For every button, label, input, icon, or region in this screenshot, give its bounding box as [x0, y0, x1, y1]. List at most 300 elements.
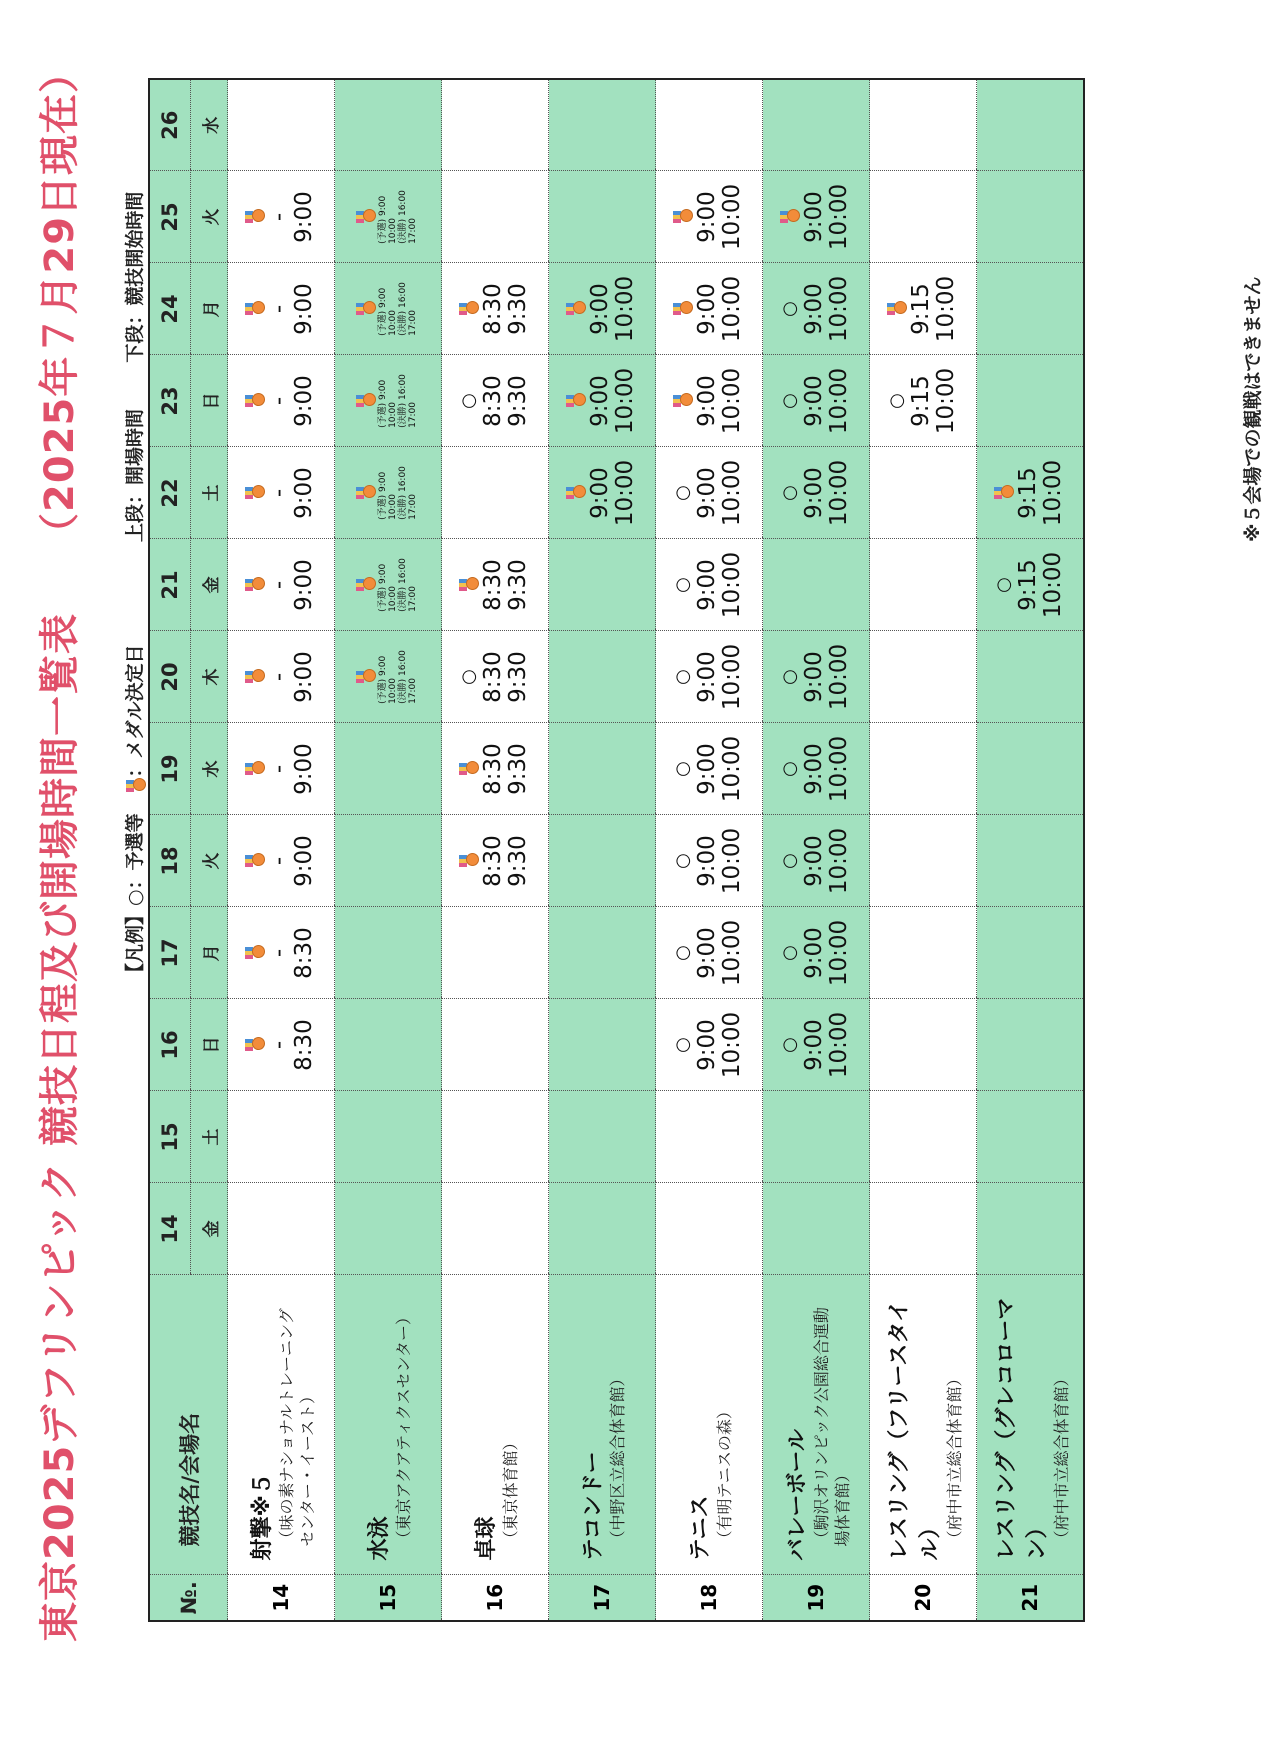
medal-icon [126, 778, 146, 794]
open-time: 9:00 [694, 375, 720, 427]
table-row [549, 79, 656, 1621]
day-date: 23 [149, 355, 191, 447]
swim-time-line: (予選) 9:00 [377, 287, 388, 336]
time-legend-lower: 下段：競技開始時間 [124, 191, 146, 363]
schedule-cell [673, 908, 745, 999]
legend-prefix: 【凡例】 [124, 905, 146, 982]
start-time: 9:30 [505, 651, 531, 703]
medal-icon [356, 393, 376, 409]
day-cell [335, 171, 442, 263]
medal-icon [994, 485, 1014, 501]
empty-cell [442, 907, 549, 999]
page-title [28, 52, 85, 1642]
medal-icon [245, 1037, 265, 1053]
swim-time-line: (決勝) 16:00 [397, 282, 408, 336]
empty-cell [656, 1091, 763, 1183]
start-time: 9:30 [505, 283, 531, 335]
open-time: 9:00 [801, 283, 827, 335]
open-time: - [266, 856, 292, 866]
schedule-cell [356, 448, 421, 539]
day-date: 20 [149, 631, 191, 723]
footnote: ※５会場での観戦はできません [1242, 276, 1264, 542]
empty-cell [549, 723, 656, 815]
empty-cell [442, 171, 549, 263]
start-time: 10:00 [826, 827, 852, 895]
start-time: 10:00 [612, 275, 638, 343]
medal-icon [245, 209, 265, 225]
event-cell [228, 1275, 335, 1575]
venue-name: （府中市立総合体育館） [1051, 1370, 1071, 1547]
swim-time-line: (決勝) 16:00 [397, 650, 408, 704]
open-time: - [266, 580, 292, 590]
event-name: テニス [688, 1495, 713, 1561]
open-time: - [266, 304, 292, 314]
venue-name: （東京アクアティクスセンター） [394, 1309, 413, 1547]
day-weekday: 月 [191, 907, 228, 999]
table-row [335, 79, 442, 1621]
open-time: 9:00 [587, 467, 613, 519]
medal-icon [356, 301, 376, 317]
schedule-cell [780, 1000, 852, 1091]
day-date: 19 [149, 723, 191, 815]
empty-cell [549, 1091, 656, 1183]
open-time: 9:00 [801, 191, 827, 243]
day-cell [228, 447, 335, 539]
swim-time-line: 10:00 [387, 493, 398, 520]
schedule-cell [780, 356, 852, 447]
circle-mark: ○ [779, 669, 800, 685]
empty-cell [977, 1183, 1085, 1275]
venue-name: （有明テニスの森） [715, 1403, 734, 1547]
schedule-cell [566, 356, 638, 447]
circle-mark: ○ [779, 761, 800, 777]
day-cell [763, 355, 870, 447]
open-time: 9:15 [1015, 467, 1041, 519]
empty-cell [656, 79, 763, 171]
circle-mark: ○ [672, 945, 693, 961]
medal-icon [459, 853, 479, 869]
event-name: 水泳 [367, 1516, 392, 1561]
empty-cell [870, 1091, 977, 1183]
event-cell [335, 1275, 442, 1575]
open-time: 9:00 [801, 467, 827, 519]
open-time: 8:30 [480, 743, 506, 795]
start-time: 9:30 [505, 559, 531, 611]
day-cell [656, 723, 763, 815]
start-time: 10:00 [826, 275, 852, 343]
schedule-table [148, 78, 1085, 1622]
schedule-cell [780, 908, 852, 999]
empty-cell [549, 999, 656, 1091]
day-date: 18 [149, 815, 191, 907]
day-cell [442, 631, 549, 723]
open-time: 9:15 [1015, 559, 1041, 611]
day-cell [870, 355, 977, 447]
open-time: - [266, 1040, 292, 1050]
event-cell [549, 1275, 656, 1575]
table-row [977, 79, 1085, 1621]
schedule-cell [673, 724, 745, 815]
swim-times [378, 650, 418, 704]
start-time: 10:00 [719, 183, 745, 251]
start-time: 10:00 [719, 827, 745, 895]
legend-medal: ：メダル決定日 [124, 644, 146, 778]
open-time: 9:00 [801, 743, 827, 795]
empty-cell [335, 907, 442, 999]
start-time: 10:00 [719, 735, 745, 803]
day-cell [763, 999, 870, 1091]
schedule-cell [887, 264, 959, 355]
empty-cell [228, 79, 335, 171]
open-time: 9:00 [694, 743, 720, 795]
day-cell [335, 631, 442, 723]
day-cell [763, 447, 870, 539]
start-time: 10:00 [826, 459, 852, 527]
start-time: 9:30 [505, 375, 531, 427]
medal-icon [566, 485, 586, 501]
open-time: 9:00 [694, 283, 720, 335]
circle-mark: ○ [672, 853, 693, 869]
open-time: 8:30 [480, 375, 506, 427]
event-name: レスリング（フリースタイル） [886, 1300, 943, 1561]
day-cell [335, 447, 442, 539]
schedule-cell [673, 540, 745, 631]
circle-mark: ○ [779, 1037, 800, 1053]
day-date: 25 [149, 171, 191, 263]
day-date: 22 [149, 447, 191, 539]
circle-mark: ○ [672, 761, 693, 777]
day-cell [228, 631, 335, 723]
swim-time-line: (予選) 9:00 [377, 655, 388, 704]
medal-icon [245, 853, 265, 869]
swim-times [378, 282, 418, 336]
medal-icon [459, 301, 479, 317]
day-date: 17 [149, 907, 191, 999]
medal-icon [459, 761, 479, 777]
empty-cell [656, 1183, 763, 1275]
swim-time-line: (決勝) 16:00 [397, 190, 408, 244]
empty-cell [549, 539, 656, 631]
open-time: - [266, 948, 292, 958]
swim-time-line: (予選) 9:00 [377, 471, 388, 520]
schedule-cell [459, 264, 531, 355]
day-cell [549, 355, 656, 447]
day-cell [228, 263, 335, 355]
day-cell [763, 723, 870, 815]
empty-cell [549, 815, 656, 907]
day-weekday: 金 [191, 1183, 228, 1275]
open-time: - [266, 672, 292, 682]
start-time: 10:00 [719, 275, 745, 343]
day-cell [549, 447, 656, 539]
empty-cell [870, 79, 977, 171]
circle-mark: ○ [672, 485, 693, 501]
event-cell [763, 1275, 870, 1575]
empty-cell [763, 79, 870, 171]
schedule-cell [356, 632, 421, 723]
day-weekday: 土 [191, 447, 228, 539]
start-time: 9:00 [291, 283, 317, 335]
swim-time-line: (予選) 9:00 [377, 195, 388, 244]
start-time: 9:30 [505, 743, 531, 795]
event-name: 卓球 [474, 1516, 499, 1561]
medal-icon [887, 301, 907, 317]
start-time: 10:00 [1040, 459, 1066, 527]
day-cell [442, 263, 549, 355]
medal-icon [673, 301, 693, 317]
venue-name: （駒沢オリンピック公園総合運動 場体育館） [811, 1307, 852, 1547]
swim-time-line: (決勝) 16:00 [397, 558, 408, 612]
empty-cell [870, 907, 977, 999]
day-cell [656, 999, 763, 1091]
swim-time-line: 17:00 [407, 585, 418, 612]
medal-icon [566, 301, 586, 317]
open-time: 9:00 [694, 927, 720, 979]
empty-cell [977, 1091, 1085, 1183]
empty-cell [977, 355, 1085, 447]
open-time: 8:30 [480, 559, 506, 611]
empty-cell [335, 79, 442, 171]
schedule-cell [356, 172, 421, 263]
schedule-cell [566, 264, 638, 355]
medal-icon [356, 485, 376, 501]
schedule-cell [780, 264, 852, 355]
open-time: 9:00 [801, 927, 827, 979]
start-time: 9:30 [505, 835, 531, 887]
day-date: 21 [149, 539, 191, 631]
medal-icon [356, 577, 376, 593]
circle-mark: ○ [779, 301, 800, 317]
table-row [228, 79, 335, 1621]
schedule-cell [245, 356, 317, 447]
day-cell [228, 723, 335, 815]
venue-name: （府中市立総合体育館） [944, 1370, 964, 1547]
day-date: 26 [149, 79, 191, 171]
start-time: 8:30 [291, 1019, 317, 1071]
start-time: 10:00 [933, 275, 959, 343]
start-time: 9:00 [291, 467, 317, 519]
day-cell [335, 539, 442, 631]
day-cell [442, 723, 549, 815]
circle-mark: ○ [779, 485, 800, 501]
medal-icon [356, 669, 376, 685]
swim-time-line: (決勝) 16:00 [397, 374, 408, 428]
event-name: テコンドー [581, 1451, 606, 1561]
schedule-cell [356, 540, 421, 631]
day-cell [656, 355, 763, 447]
empty-cell [870, 447, 977, 539]
empty-cell [442, 1183, 549, 1275]
circle-mark: ○ [886, 393, 907, 409]
start-time: 10:00 [826, 183, 852, 251]
medal-icon [780, 209, 800, 225]
empty-cell [228, 1091, 335, 1183]
circle-mark: ○ [672, 577, 693, 593]
day-date: 16 [149, 999, 191, 1091]
day-cell [442, 355, 549, 447]
day-weekday: 火 [191, 171, 228, 263]
day-cell [656, 171, 763, 263]
start-time: 10:00 [826, 367, 852, 435]
schedule-cell [459, 724, 531, 815]
open-time: 9:15 [908, 375, 934, 427]
empty-cell [977, 815, 1085, 907]
medal-icon [245, 945, 265, 961]
day-cell [763, 907, 870, 999]
start-time: 10:00 [612, 459, 638, 527]
medal-icon [245, 485, 265, 501]
day-cell [763, 171, 870, 263]
empty-cell [870, 631, 977, 723]
schedule-cell [459, 816, 531, 907]
day-weekday: 火 [191, 815, 228, 907]
start-time: 10:00 [719, 367, 745, 435]
open-time: 9:00 [801, 835, 827, 887]
schedule-cell [245, 1000, 317, 1091]
start-time: 10:00 [719, 919, 745, 987]
legend [120, 645, 147, 982]
empty-cell [763, 539, 870, 631]
day-date: 14 [149, 1183, 191, 1275]
venue-name: （味の素ナショナルトレーニング センター・イースト） [276, 1308, 317, 1547]
schedule-cell [673, 1000, 745, 1091]
swim-time-line: 17:00 [407, 677, 418, 704]
schedule-cell [245, 724, 317, 815]
circle-mark: ○ [779, 393, 800, 409]
start-time: 8:30 [291, 927, 317, 979]
circle-mark: ○ [672, 1037, 693, 1053]
schedule-cell [780, 816, 852, 907]
empty-cell [335, 1183, 442, 1275]
start-time: 10:00 [719, 459, 745, 527]
medal-icon [245, 393, 265, 409]
circle-mark: ○ [779, 853, 800, 869]
title-text: 東京2025デフリンピック 競技日程及び開場時間一覧表 [37, 612, 83, 1642]
empty-cell [442, 447, 549, 539]
swim-time-line: 17:00 [407, 309, 418, 336]
day-weekday: 木 [191, 631, 228, 723]
start-time: 10:00 [826, 643, 852, 711]
open-time: 9:15 [908, 283, 934, 335]
medal-icon [459, 577, 479, 593]
day-weekday: 月 [191, 263, 228, 355]
swim-times [378, 558, 418, 612]
schedule-cell [780, 448, 852, 539]
open-time: 9:00 [587, 283, 613, 335]
schedule-cell [780, 724, 852, 815]
schedule-cell [566, 448, 638, 539]
empty-cell [442, 999, 549, 1091]
circle-mark: ○ [672, 669, 693, 685]
start-time: 9:00 [291, 191, 317, 243]
start-time: 9:00 [291, 375, 317, 427]
day-cell [656, 447, 763, 539]
day-weekday: 水 [191, 79, 228, 171]
start-time: 10:00 [1040, 551, 1066, 619]
schedule-cell [356, 356, 421, 447]
legend-circle: ○：予選等 [124, 813, 146, 906]
open-time: 9:00 [587, 375, 613, 427]
medal-icon [245, 669, 265, 685]
day-cell [656, 539, 763, 631]
empty-cell [870, 171, 977, 263]
schedule-cell [245, 172, 317, 263]
day-cell [228, 815, 335, 907]
schedule-cell [356, 264, 421, 355]
schedule-cell [245, 540, 317, 631]
empty-cell [335, 1091, 442, 1183]
venue-name: （中野区立総合体育館） [608, 1370, 627, 1547]
start-time: 9:00 [291, 651, 317, 703]
open-time: 9:00 [694, 1019, 720, 1071]
open-time: 9:00 [694, 559, 720, 611]
table-row [442, 79, 549, 1621]
medal-icon [673, 209, 693, 225]
day-weekday: 日 [191, 355, 228, 447]
open-time: - [266, 212, 292, 222]
empty-cell [977, 263, 1085, 355]
open-time: - [266, 488, 292, 498]
swim-times [378, 374, 418, 428]
day-weekday: 水 [191, 723, 228, 815]
start-time: 10:00 [612, 367, 638, 435]
empty-cell [870, 1183, 977, 1275]
day-cell [442, 539, 549, 631]
day-cell [228, 171, 335, 263]
start-time: 10:00 [719, 643, 745, 711]
day-cell [228, 907, 335, 999]
empty-cell [335, 723, 442, 815]
schedule-cell [673, 816, 745, 907]
swim-time-line: (決勝) 16:00 [397, 466, 408, 520]
start-time: 9:00 [291, 743, 317, 795]
circle-mark: ○ [779, 945, 800, 961]
open-time: 9:00 [801, 651, 827, 703]
day-cell [335, 263, 442, 355]
schedule-cell [245, 816, 317, 907]
schedule-cell [459, 632, 531, 723]
open-time: 9:00 [694, 835, 720, 887]
day-cell [656, 815, 763, 907]
schedule-cell [245, 908, 317, 999]
medal-icon [566, 393, 586, 409]
row-number: 19 [763, 1575, 870, 1621]
medal-icon [245, 761, 265, 777]
empty-cell [977, 723, 1085, 815]
swim-times [378, 190, 418, 244]
day-date: 15 [149, 1091, 191, 1183]
day-cell [656, 263, 763, 355]
empty-cell [977, 907, 1085, 999]
empty-cell [870, 539, 977, 631]
circle-mark: ○ [993, 577, 1014, 593]
event-cell [656, 1275, 763, 1575]
swim-time-line: 10:00 [387, 585, 398, 612]
title-date: （2025年７月29日現在） [37, 51, 83, 553]
day-weekday: 金 [191, 539, 228, 631]
start-time: 10:00 [826, 735, 852, 803]
medal-icon [673, 393, 693, 409]
start-time: 9:00 [291, 559, 317, 611]
event-cell [870, 1275, 977, 1575]
event-cell [977, 1275, 1085, 1575]
row-number: 15 [335, 1575, 442, 1621]
event-name: 射撃※５ [249, 1473, 275, 1561]
empty-cell [335, 815, 442, 907]
schedule-cell [994, 448, 1066, 539]
schedule-cell [673, 632, 745, 723]
swim-time-line: 10:00 [387, 677, 398, 704]
